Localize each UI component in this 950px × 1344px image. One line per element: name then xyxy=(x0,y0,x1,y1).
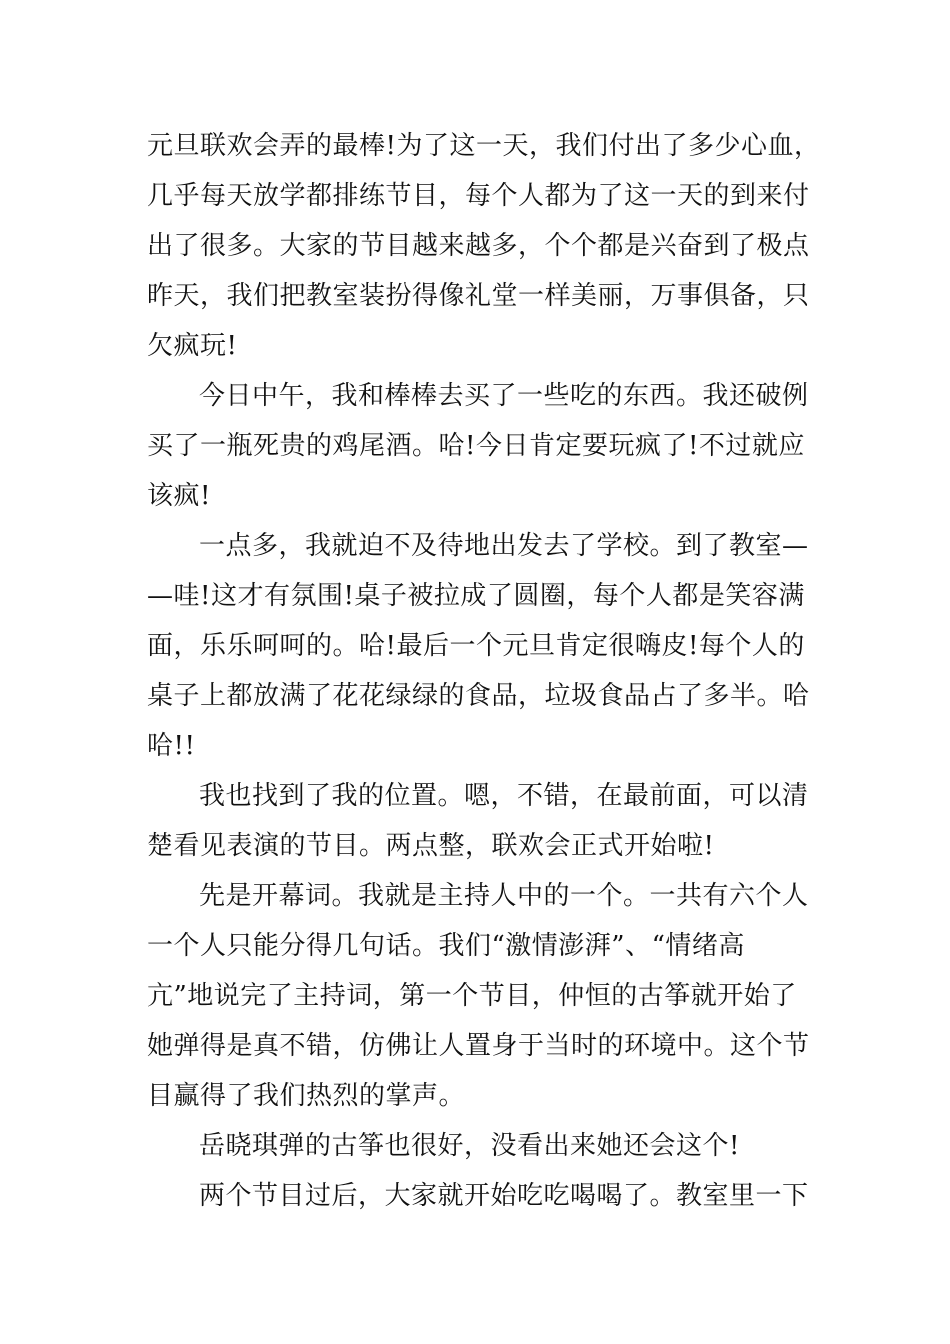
text-line: 一个人只能分得几句话。我们“激情澎湃”、“情绪高 xyxy=(147,931,745,961)
text-line: 该疯! xyxy=(147,481,211,511)
text-line: 哈!! xyxy=(147,731,196,761)
text-line: 面，乐乐呵呵的。哈!最后一个元旦肯定很嗨皮!每个人的 xyxy=(147,631,805,661)
text-line: 两个节目过后，大家就开始吃吃喝喝了。教室里一下 xyxy=(199,1181,809,1211)
text-line: 欠疯玩! xyxy=(147,331,238,361)
text-line: 昨天，我们把教室装扮得像礼堂一样美丽，万事俱备，只 xyxy=(147,281,810,311)
text-line: —哇!这才有氛围!桌子被拉成了圆圈，每个人都是笑容满 xyxy=(147,581,805,611)
text-line: 先是开幕词。我就是主持人中的一个。一共有六个人 xyxy=(199,881,809,911)
text-line: 我也找到了我的位置。嗯，不错，在最前面，可以清 xyxy=(199,781,809,811)
text-line: 买了一瓶死贵的鸡尾酒。哈!今日肯定要玩疯了!不过就应 xyxy=(147,431,805,461)
text-line: 几乎每天放学都排练节目，每个人都为了这一天的到来付 xyxy=(147,181,810,211)
text-line: 她弹得是真不错，仿佛让人置身于当时的环境中。这个节 xyxy=(147,1031,810,1061)
text-line: 亢”地说完了主持词，第一个节目，仲恒的古筝就开始了 xyxy=(147,981,797,1011)
text-line: 桌子上都放满了花花绿绿的食品，垃圾食品占了多半。哈 xyxy=(147,681,810,711)
text-line: 一点多，我就迫不及待地出发去了学校。到了教室— xyxy=(199,531,809,561)
text-line: 元旦联欢会弄的最棒!为了这一天，我们付出了多少心血， xyxy=(147,131,821,161)
text-line: 出了很多。大家的节目越来越多，个个都是兴奋到了极点 xyxy=(147,231,810,261)
text-line: 楚看见表演的节目。两点整，联欢会正式开始啦! xyxy=(147,831,715,861)
text-line: 岳晓琪弹的古筝也很好，没看出来她还会这个! xyxy=(199,1131,740,1161)
text-line: 目赢得了我们热烈的掌声。 xyxy=(147,1081,466,1111)
text-line: 今日中午，我和棒棒去买了一些吃的东西。我还破例 xyxy=(199,381,809,411)
body-text xyxy=(147,121,827,1221)
